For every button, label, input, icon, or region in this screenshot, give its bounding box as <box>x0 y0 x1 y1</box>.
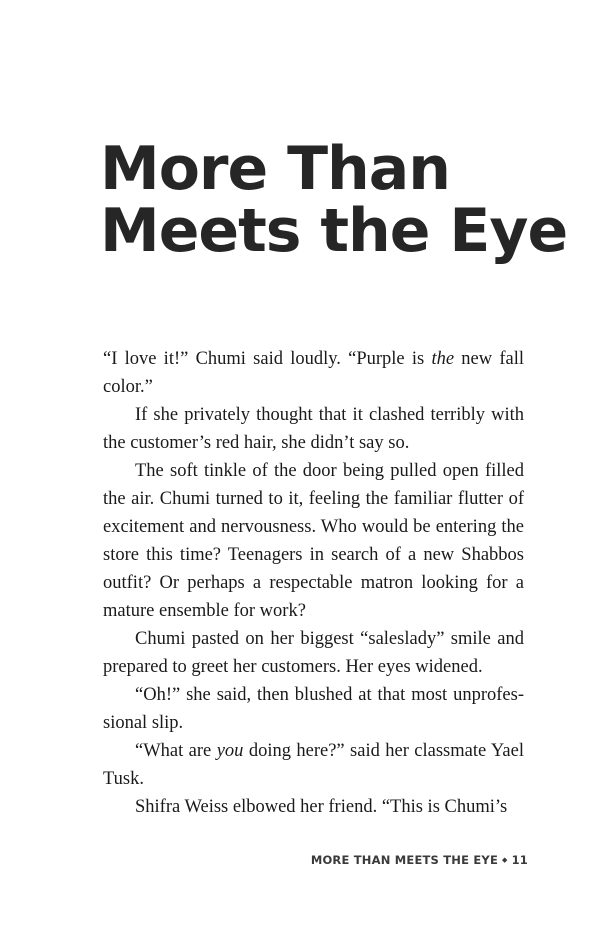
chapter-title-line-2: Meets the Eye <box>100 196 568 266</box>
paragraph <box>103 737 524 793</box>
emphasis-text: the <box>431 349 455 369</box>
emphasis-text: you <box>216 741 244 761</box>
paragraph <box>103 681 524 737</box>
paragraph-text: “I love it!” Chumi said loudly. “Purple is <box>103 349 432 369</box>
body-text <box>103 345 524 821</box>
paragraph-text: “What are <box>135 741 217 761</box>
paragraph-text: The soft tinkle of the door being pulled open filled the air. Chumi turned to it, feeling the familiar flutter of excitement and nervousness. Who would be entering the store this time? Teenagers in search of a new Shabbos outfit? Or perhaps a respectable matron looking for a mature ensemble for work? <box>103 461 524 621</box>
paragraph <box>103 457 524 625</box>
chapter-title-line-1: More Than <box>100 134 450 204</box>
paragraph-text: doing here?” said her classmate Yael Tusk. <box>103 741 524 789</box>
running-head: MORE THAN MEETS THE EYE <box>310 853 498 867</box>
diamond-bullet-icon: ◆ <box>502 856 508 864</box>
paragraph <box>103 625 524 681</box>
paragraph-text: If she privately thought that it clashed terribly with the customer’s red hair, she didn’t say so. <box>103 405 524 453</box>
page-number: 11 <box>511 853 528 867</box>
paragraph <box>103 345 524 401</box>
paragraph <box>103 793 524 821</box>
paragraph-text: Chumi pasted on her biggest “saleslady” smile and prepared to greet her customers. Her eyes widened. <box>103 629 524 677</box>
paragraph-text: “Oh!” she said, then blushed at that most unprofessional slip. <box>103 685 524 733</box>
paragraph <box>103 401 524 457</box>
paragraph-text: Shifra Weiss elbowed her friend. “This is Chumi’s <box>135 797 508 817</box>
running-footer <box>300 853 528 867</box>
paragraph-text: new fall color.” <box>103 349 524 397</box>
chapter-title <box>100 134 568 266</box>
